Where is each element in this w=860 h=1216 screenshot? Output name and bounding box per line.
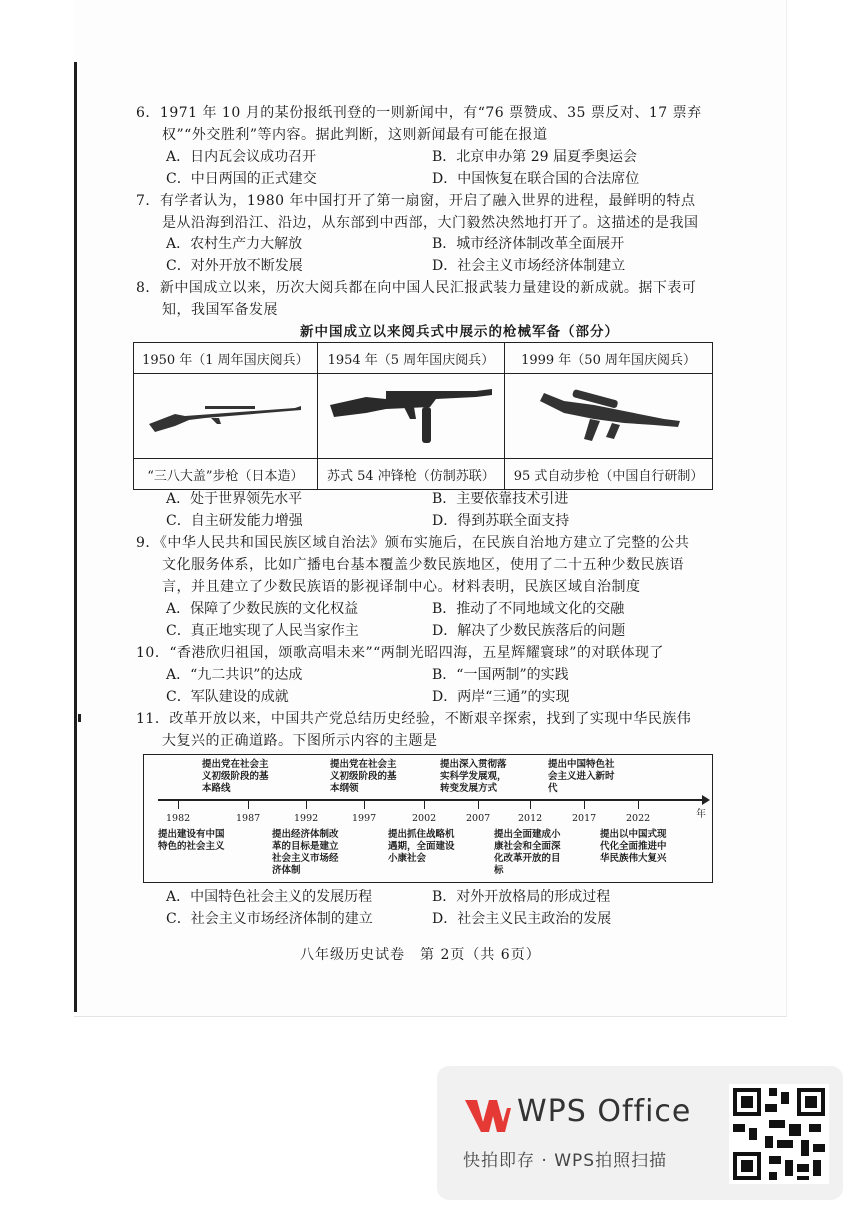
question-11-option-b: B．对外开放格局的形成过程 <box>432 889 611 905</box>
question-9 <box>136 532 716 598</box>
timeline-event-above-1997: 提出党在社会主 义初级阶段的基 本纲领 <box>330 759 397 794</box>
question-7 <box>136 190 716 234</box>
question-11-option-c: C．社会主义市场经济体制的建立 <box>166 911 373 927</box>
question-10-option-d: D．两岸“三通”的实现 <box>432 689 570 705</box>
question-8 <box>136 277 716 321</box>
question-6 <box>136 102 716 146</box>
assault-rifle-image-cell <box>505 374 713 459</box>
timeline-event-above-2007: 提出深入贯彻落 实科学发展观， 转变发展方式 <box>440 759 507 794</box>
timeline-event-below-2022: 提出以中国式现 代化全面推进中 华民族伟大复兴 <box>600 829 667 864</box>
page-edge-line <box>74 62 77 1012</box>
timeline-unit: 年 <box>696 809 706 820</box>
timeline-axis <box>158 799 706 801</box>
question-8-stem-line2: 知，我国军备发展 <box>162 302 278 318</box>
arms-table-header-1999: 1999 年（50 周年国庆阅兵） <box>505 343 713 374</box>
page-footer: 八年级历史试卷 第 2页（共 6页） <box>300 947 541 963</box>
timeline-year-2002: 2002 <box>412 813 437 824</box>
timeline-event-above-1987: 提出党在社会主 义初级阶段的基 本路线 <box>202 759 269 794</box>
wps-brand-text: WPS Office <box>517 1094 692 1129</box>
question-9-option-b: B．推动了不同地域文化的交融 <box>432 601 625 617</box>
arisaka-rifle-icon <box>145 394 305 434</box>
question-10-stem-line1: 10．“香港欣归祖国，颂歌高唱未来”“两制光昭四海，五星辉耀寰球”的对联体现了 <box>136 645 664 661</box>
question-9-stem-line2: 文化服务体系，比如广播电台基本覆盖少数民族地区，使用了二十五种少数民族语 <box>162 557 684 573</box>
timeline-tick <box>364 799 365 809</box>
timeline-event-below-1982: 提出建设有中国 特色的社会主义 <box>158 829 225 852</box>
wps-watermark-card <box>437 1066 843 1200</box>
timeline-tick <box>306 799 307 809</box>
question-6-option-d: D．中国恢复在联合国的合法席位 <box>432 171 640 187</box>
arms-table <box>133 342 713 490</box>
question-7-option-d: D．社会主义市场经济体制建立 <box>432 258 626 274</box>
timeline-tick <box>178 799 179 809</box>
question-7-stem-line1: 7．有学者认为，1980 年中国打开了第一扇窗，开启了融入世界的进程，最鲜明的特点 <box>136 193 696 209</box>
timeline-year-1982: 1982 <box>166 813 191 824</box>
timeline-event-below-1992: 提出经济体制改 革的目标是建立 社会主义市场经 济体制 <box>272 829 339 876</box>
question-7-stem-line2: 是从沿海到沿江、沿边，从东部到中西部，大门毅然决然地打开了。这描述的是我国 <box>162 215 699 231</box>
timeline-year-2012: 2012 <box>518 813 543 824</box>
question-11 <box>136 708 716 752</box>
timeline-event-below-2012: 提出全面建成小 康社会和全面深 化改革开放的目 标 <box>494 829 561 876</box>
smg-image-cell <box>317 374 504 459</box>
timeline-tick <box>530 799 531 809</box>
question-6-stem-line2: 权”“外交胜利”等内容。据此判断，这则新闻最有可能在报道 <box>162 127 548 143</box>
timeline-event-below-2002: 提出抓住战略机 遇期，全面建设 小康社会 <box>388 829 455 864</box>
question-6-option-a: A．日内瓦会议成功召开 <box>166 149 317 165</box>
question-10-option-b: B．“一国两制”的实践 <box>432 667 569 683</box>
question-8-option-b: B．主要依靠技术引进 <box>432 491 569 507</box>
timeline-tick <box>638 799 639 809</box>
arms-table-header-1954: 1954 年（5 周年国庆阅兵） <box>317 343 504 374</box>
timeline-arrow-icon <box>702 795 710 805</box>
question-7-option-a: A．农村生产力大解放 <box>166 236 303 252</box>
timeline-event-above-2017: 提出中国特色社 会主义进入新时 代 <box>548 759 615 794</box>
question-9-option-a: A．保障了少数民族的文化权益 <box>166 601 359 617</box>
timeline-year-2007: 2007 <box>466 813 491 824</box>
question-6-options <box>166 146 726 190</box>
arms-table-caption-1999: 95 式自动步枪（中国自行研制） <box>505 459 713 490</box>
question-11-stem-line1: 11．改革开放以来，中国共产党总结历史经验，不断艰辛探索，找到了实现中华民族伟 <box>136 711 692 727</box>
page-edge-mark <box>78 714 81 722</box>
question-10-options <box>166 664 726 708</box>
question-7-option-c: C．对外开放不断发展 <box>166 258 303 274</box>
arms-table-header-1950: 1950 年（1 周年国庆阅兵） <box>134 343 318 374</box>
timeline-year-1987: 1987 <box>236 813 261 824</box>
arms-table-caption-1950: “三八大盖”步枪（日本造） <box>134 459 318 490</box>
question-10-option-c: C．军队建设的成就 <box>166 689 289 705</box>
wps-tagline: 快拍即存 · WPS拍照扫描 <box>463 1151 668 1171</box>
timeline-year-2022: 2022 <box>626 813 651 824</box>
timeline-year-1992: 1992 <box>294 813 319 824</box>
qr-code-icon <box>729 1084 829 1184</box>
question-7-options <box>166 233 726 277</box>
question-11-stem-line2: 大复兴的正确道路。下图所示内容的主题是 <box>162 733 438 749</box>
question-9-options <box>166 598 726 642</box>
question-6-option-b: B．北京申办第 29 届夏季奥运会 <box>432 149 638 165</box>
type54-smg-icon <box>326 379 496 449</box>
question-8-option-a: A．处于世界领先水平 <box>166 491 303 507</box>
wps-logo-icon <box>463 1096 511 1136</box>
question-8-stem-line1: 8．新中国成立以来，历次大阅兵都在向中国人民汇报武装力量建设的新成就。据下表可 <box>136 280 697 296</box>
question-11-option-a: A．中国特色社会主义的发展历程 <box>166 889 373 905</box>
question-10-option-a: A．“九二共识”的达成 <box>166 667 303 683</box>
timeline-year-1997: 1997 <box>352 813 377 824</box>
reform-timeline <box>143 754 713 883</box>
rifle-image-cell <box>134 374 318 459</box>
question-7-option-b: B．城市经济体制改革全面展开 <box>432 236 625 252</box>
question-8-option-d: D．得到苏联全面支持 <box>432 513 570 529</box>
question-8-options <box>166 488 726 532</box>
timeline-tick <box>584 799 585 809</box>
arms-table-caption-1954: 苏式 54 冲锋枪（仿制苏联） <box>317 459 504 490</box>
timeline-tick <box>248 799 249 809</box>
question-8-option-c: C．自主研发能力增强 <box>166 513 303 529</box>
question-11-options <box>166 886 726 930</box>
question-9-stem-line3: 言，并且建立了少数民族语的影视译制中心。材料表明，民族区域自治制度 <box>162 579 641 595</box>
timeline-tick <box>424 799 425 809</box>
question-6-option-c: C．中日两国的正式建交 <box>166 171 317 187</box>
question-9-option-c: C．真正地实现了人民当家作主 <box>166 623 359 639</box>
qbz95-rifle-icon <box>534 379 684 449</box>
question-10 <box>136 642 716 664</box>
question-9-option-d: D．解决了少数民族落后的问题 <box>432 623 626 639</box>
timeline-tick <box>478 799 479 809</box>
question-6-stem-line1: 6．1971 年 10 月的某份报纸刊登的一则新闻中，有“76 票赞成、35 票反对、17 票弃 <box>136 105 702 121</box>
timeline-year-2017: 2017 <box>572 813 597 824</box>
arms-table-title: 新中国成立以来阅兵式中展示的枪械军备（部分） <box>300 324 619 340</box>
question-11-option-d: D．社会主义民主政治的发展 <box>432 911 612 927</box>
question-9-stem-line1: 9．《中华人民共和国民族区域自治法》颁布实施后，在民族自治地方建立了完整的公共 <box>136 535 690 551</box>
